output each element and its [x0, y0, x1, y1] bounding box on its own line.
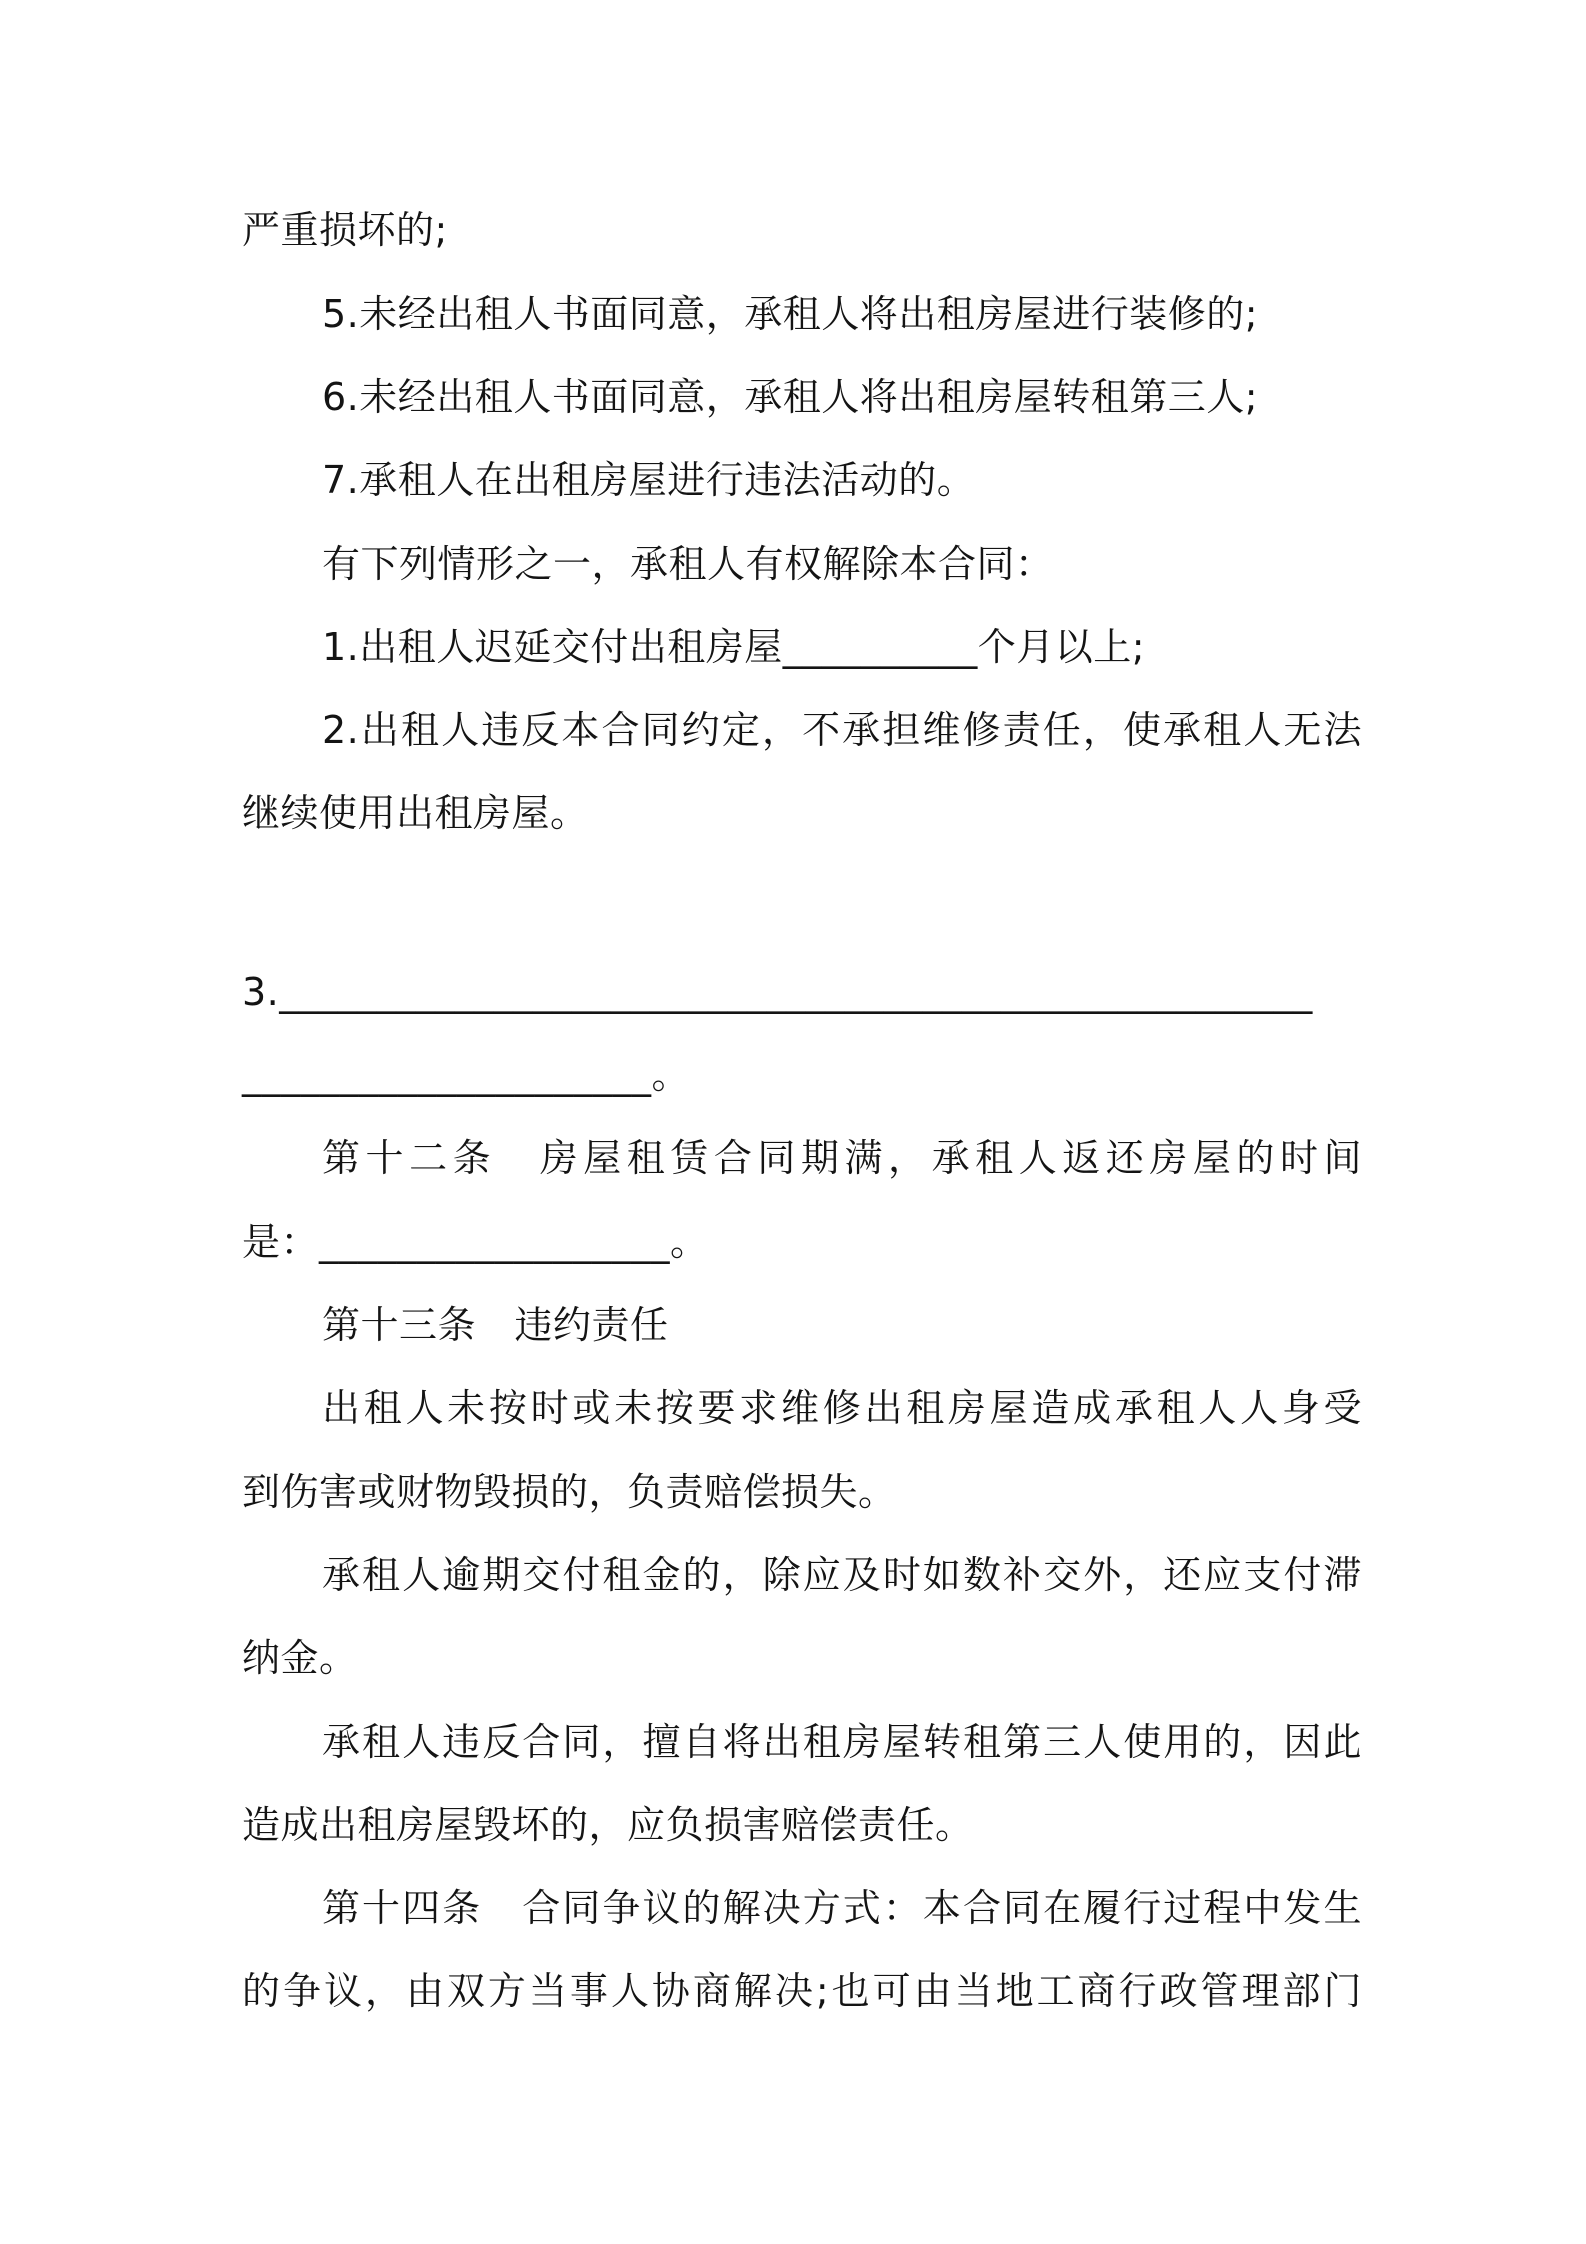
text-line: _____________________。	[242, 1053, 691, 1097]
text-line: 严重损坏的;	[242, 208, 448, 252]
text-line: 7.承租人在出租房屋进行违法活动的。	[322, 458, 976, 502]
text-line: 是：__________________。	[242, 1220, 709, 1264]
text-line: 6.未经出租人书面同意，承租人将出租房屋转租第三人;	[322, 375, 1259, 419]
text-line: 纳金。	[242, 1636, 358, 1680]
text-line: 第十四条 合同争议的解决方式：本合同在履行过程中发生	[322, 1886, 1362, 1930]
text-line: 2.出租人违反本合同约定，不承担维修责任，使承租人无法	[322, 708, 1362, 752]
text-line: 出租人未按时或未按要求维修出租房屋造成承租人人身受	[322, 1386, 1362, 1430]
text-line: 第十三条 违约责任	[322, 1303, 669, 1347]
text-line: 5.未经出租人书面同意，承租人将出租房屋进行装修的;	[322, 292, 1259, 336]
text-line: 1.出租人迟延交付出租房屋__________个月以上;	[322, 625, 1146, 669]
text-line: 造成出租房屋毁坏的，应负损害赔偿责任。	[242, 1803, 974, 1847]
text-line: 承租人违反合同，擅自将出租房屋转租第三人使用的，因此	[322, 1720, 1362, 1764]
text-line: 3._____________________________________________________	[242, 970, 1313, 1014]
text-line: 到伤害或财物毁损的，负责赔偿损失。	[242, 1470, 897, 1514]
text-line: 承租人逾期交付租金的，除应及时如数补交外，还应支付滞	[322, 1553, 1362, 1597]
text-line: 有下列情形之一，承租人有权解除本合同：	[322, 542, 1054, 586]
text-line: 继续使用出租房屋。	[242, 791, 589, 835]
text-line: 第十二条 房屋租赁合同期满，承租人返还房屋的时间	[322, 1136, 1362, 1180]
text-line: 的争议，由双方当事人协商解决;也可由当地工商行政管理部门	[242, 1969, 1362, 2013]
